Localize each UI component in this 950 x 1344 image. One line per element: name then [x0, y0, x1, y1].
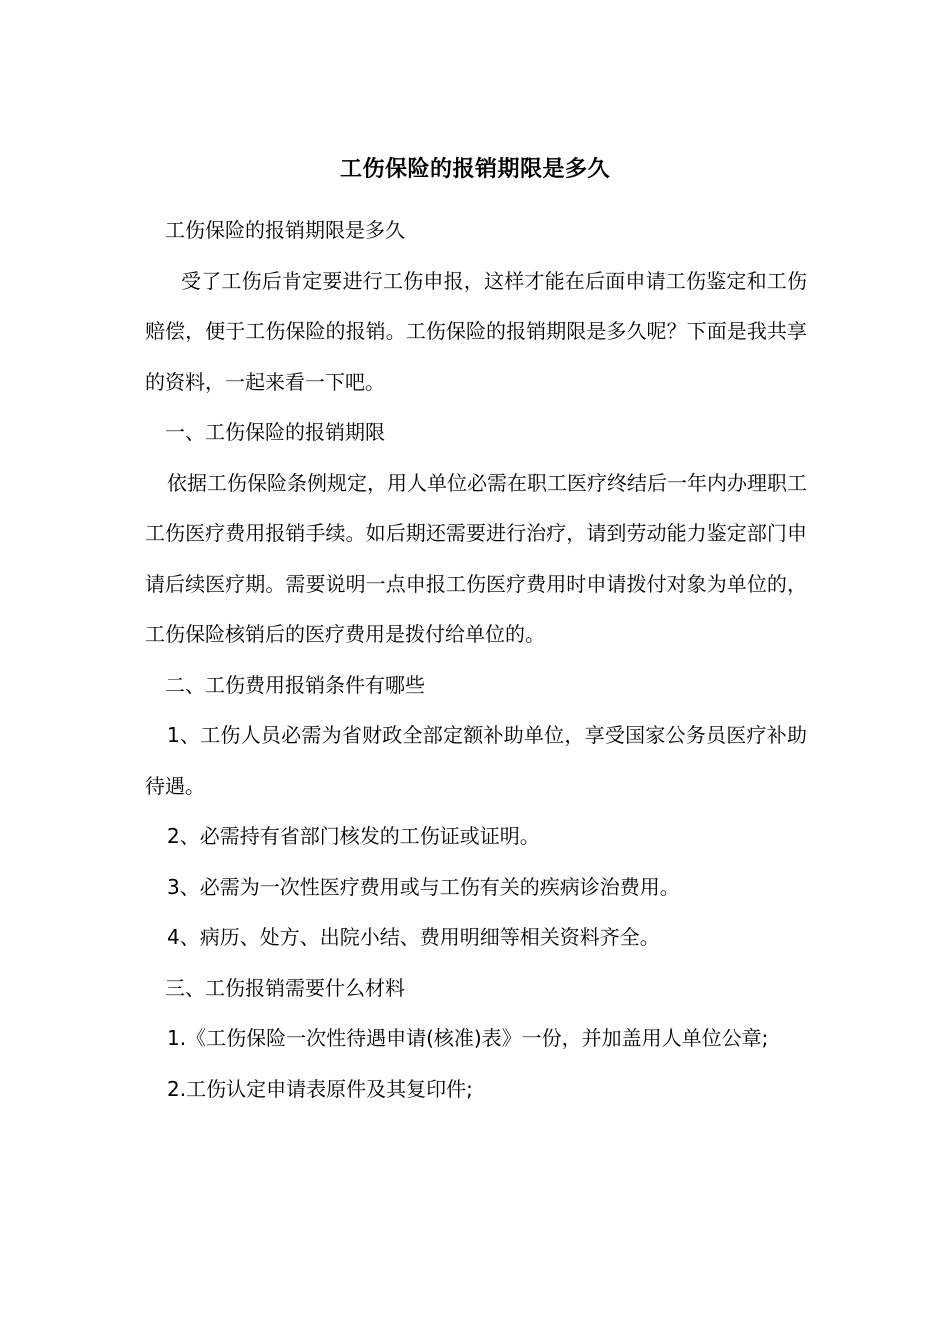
document-body [145, 205, 807, 1114]
paragraph-section-1: 依据工伤保险条例规定，用人单位必需在职工医疗终结后一年内办理职工工伤医疗费用报销手续。如后期还需要进行治疗，请到劳动能力鉴定部门申请后续医疗期。需要说明一点申报工伤医疗费用时申请拨付对象为单位的，工伤保险核销后的医疗费用是拨付给单位的。 [145, 470, 807, 646]
list-item-condition-3: 3、必需为一次性医疗费用或与工伤有关的疾病诊治费用。 [167, 874, 680, 899]
section-heading-3: 三、工伤报销需要什么材料 [165, 975, 405, 1000]
paragraph-subtitle: 工伤保险的报销期限是多久 [165, 218, 405, 242]
list-item-condition-4: 4、病历、处方、出院小结、费用明细等相关资料齐全。 [167, 925, 660, 949]
list-item-material-2: 2.工伤认定申请表原件及其复印件; [167, 1076, 473, 1101]
section-heading-1: 一、工伤保险的报销期限 [165, 420, 385, 444]
list-item-material-1: 1.《工伤保险一次性待遇申请(核准)表》一份，并加盖用人单位公章; [167, 1026, 769, 1050]
paragraph-intro: 受了工伤后肯定要进行工伤申报，这样才能在后面申请工伤鉴定和工伤赔偿，便于工伤保险的报销。工伤保险的报销期限是多久呢？下面是我共享的资料，一起来看一下吧。 [145, 268, 807, 394]
list-item-condition-1: 1、工伤人员必需为省财政全部定额补助单位，享受国家公务员医疗补助待遇。 [145, 723, 807, 798]
document-title: 工伤保险的报销期限是多久 [339, 157, 610, 182]
list-item-condition-2: 2、必需持有省部门核发的工伤证或证明。 [167, 824, 540, 848]
section-heading-2: 二、工伤费用报销条件有哪些 [165, 672, 425, 697]
